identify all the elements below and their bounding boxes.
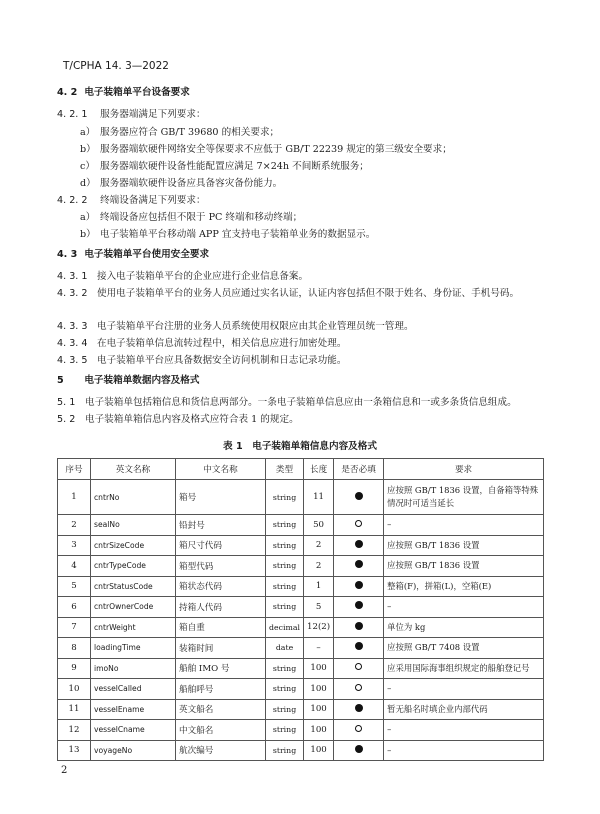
required-cell: [334, 515, 384, 536]
list-item: [80, 126, 279, 140]
clause-number: 4. 3. 2: [57, 288, 88, 299]
list-marker: b）: [80, 229, 96, 240]
type-cell: string: [266, 658, 304, 679]
english-name-cell: cntrWeight: [91, 617, 176, 638]
row-number: 2: [58, 515, 91, 536]
type-cell: string: [266, 740, 304, 761]
type-cell: string: [266, 515, 304, 536]
requirement-cell: –: [384, 679, 544, 700]
standard-header: T/CPHA 14. 3—2022: [63, 60, 169, 72]
table-row: [58, 699, 544, 720]
clause-5-2: [57, 413, 299, 427]
english-name-cell: cntrSizeCode: [91, 535, 176, 556]
length-cell: –: [304, 638, 334, 659]
length-cell: 100: [304, 740, 334, 761]
clause-5-1: [57, 396, 517, 410]
section-5-heading: [57, 374, 199, 388]
length-cell: 100: [304, 720, 334, 741]
chinese-name-cell: 箱尺寸代码: [176, 535, 266, 556]
clause-text: 电子装箱单平台应具备数据安全访问机制和日志记录功能。: [97, 355, 347, 366]
english-name-cell: vesselEname: [91, 699, 176, 720]
list-text: 终端设备应包括但不限于 PC 终端和移动终端；: [100, 212, 303, 223]
requirement-cell: 单位为 kg: [384, 617, 544, 638]
type-cell: string: [266, 556, 304, 577]
row-number: 10: [58, 679, 91, 700]
chinese-name-cell: 箱型代码: [176, 556, 266, 577]
clause-4-3-1: [57, 270, 308, 284]
type-cell: string: [266, 535, 304, 556]
required-cell: [334, 617, 384, 638]
requirement-cell: 暂无船名时填企业内部代码: [384, 699, 544, 720]
type-cell: string: [266, 679, 304, 700]
section-title: 电子装箱单平台设备要求: [84, 87, 190, 98]
english-name-cell: loadingTime: [91, 638, 176, 659]
clause-number: 4. 3. 4: [57, 338, 88, 349]
type-cell: string: [266, 576, 304, 597]
type-cell: string: [266, 720, 304, 741]
requirement-cell: 整箱(F)，拼箱(L)，空箱(E): [384, 576, 544, 597]
table-row: [58, 638, 544, 659]
required-dot-icon: [355, 601, 363, 609]
type-cell: date: [266, 638, 304, 659]
required-dot-icon: [355, 492, 363, 500]
list-text: 服务器端软硬件设备应具备容灾备份能力。: [100, 178, 283, 189]
required-dot-icon: [355, 704, 363, 712]
required-cell: [334, 720, 384, 741]
table-row: [58, 720, 544, 741]
list-item: [80, 143, 452, 157]
row-number: 8: [58, 638, 91, 659]
clause-number: 5. 1: [57, 397, 76, 408]
row-number: 7: [58, 617, 91, 638]
optional-circle-icon: [355, 684, 362, 691]
requirement-cell: 应按照 GB/T 1836 设置，自备箱等特殊情况时可适当延长: [384, 480, 544, 515]
required-cell: [334, 638, 384, 659]
clause-4-3-5: [57, 354, 346, 368]
row-number: 1: [58, 480, 91, 515]
type-cell: string: [266, 597, 304, 618]
required-cell: [334, 658, 384, 679]
clause-number: 4. 2. 1: [57, 109, 88, 120]
chinese-name-cell: 箱自重: [176, 617, 266, 638]
table-row: [58, 576, 544, 597]
required-cell: [334, 480, 384, 515]
list-text: 服务器端软硬件网络安全等保要求不应低于 GB/T 22239 规定的第三级安全要求；: [100, 144, 452, 155]
requirement-cell: –: [384, 740, 544, 761]
page-number: 2: [61, 765, 68, 776]
requirement-cell: –: [384, 515, 544, 536]
row-number: 12: [58, 720, 91, 741]
clause-4-3-4: [57, 337, 346, 351]
col-header: 序号: [58, 459, 91, 480]
clause-4-3-3: [57, 320, 414, 334]
list-marker: d）: [80, 178, 96, 189]
required-cell: [334, 740, 384, 761]
clause-4-3-2: [57, 287, 543, 301]
type-cell: string: [266, 699, 304, 720]
section-number: 4. 3: [57, 249, 78, 260]
chinese-name-cell: 持箱人代码: [176, 597, 266, 618]
clause-4-2-1: [57, 108, 206, 122]
chinese-name-cell: 箱状态代码: [176, 576, 266, 597]
requirement-cell: –: [384, 597, 544, 618]
row-number: 11: [58, 699, 91, 720]
list-text: 服务器端软硬件设备性能配置应满足 7×24h 不间断系统服务；: [100, 161, 369, 172]
clause-text: 使用电子装箱单平台的业务人员应通过实名认证，认证内容包括但不限于姓名、身份证、手机号码。: [97, 288, 520, 299]
requirement-cell: 应按照 GB/T 1836 设置: [384, 556, 544, 577]
table-row: [58, 740, 544, 761]
section-4-2-heading: [57, 86, 190, 100]
row-number: 6: [58, 597, 91, 618]
col-header: 类型: [266, 459, 304, 480]
row-number: 13: [58, 740, 91, 761]
chinese-name-cell: 中文船名: [176, 720, 266, 741]
clause-text: 服务器端满足下列要求：: [100, 109, 206, 120]
english-name-cell: vesselCalled: [91, 679, 176, 700]
clause-number: 4. 3. 5: [57, 355, 88, 366]
length-cell: 100: [304, 658, 334, 679]
required-cell: [334, 597, 384, 618]
optional-circle-icon: [355, 663, 362, 670]
clause-text: 电子装箱单箱信息内容及格式应符合表 1 的规定。: [85, 414, 299, 425]
section-title: 电子装箱单平台使用安全要求: [84, 249, 210, 260]
type-cell: string: [266, 480, 304, 515]
section-title: 电子装箱单数据内容及格式: [84, 375, 200, 386]
section-number: 4. 2: [57, 87, 78, 98]
length-cell: 2: [304, 556, 334, 577]
clause-text: 终端设备满足下列要求：: [100, 195, 206, 206]
length-cell: 50: [304, 515, 334, 536]
table-caption: 表 1 电子装箱单箱信息内容及格式: [223, 441, 377, 452]
row-number: 9: [58, 658, 91, 679]
required-dot-icon: [355, 560, 363, 568]
clause-text: 接入电子装箱单平台的企业应进行企业信息备案。: [97, 271, 309, 282]
row-number: 4: [58, 556, 91, 577]
table-row: [58, 658, 544, 679]
table-row: [58, 679, 544, 700]
requirement-cell: 应按照 GB/T 1836 设置: [384, 535, 544, 556]
clause-number: 4. 2. 2: [57, 195, 88, 206]
section-4-3-heading: [57, 248, 209, 262]
english-name-cell: imoNo: [91, 658, 176, 679]
length-cell: 100: [304, 679, 334, 700]
table-row: [58, 515, 544, 536]
length-cell: 5: [304, 597, 334, 618]
english-name-cell: voyageNo: [91, 740, 176, 761]
optional-circle-icon: [355, 725, 362, 732]
list-marker: c）: [80, 161, 95, 172]
col-header: 英文名称: [91, 459, 176, 480]
required-dot-icon: [355, 642, 363, 650]
clause-number: 4. 3. 3: [57, 321, 88, 332]
clause-text: 在电子装箱单信息流转过程中，相关信息应进行加密处理。: [97, 338, 347, 349]
requirement-cell: 应按照 GB/T 7408 设置: [384, 638, 544, 659]
col-header: 长度: [304, 459, 334, 480]
required-cell: [334, 535, 384, 556]
length-cell: 1: [304, 576, 334, 597]
list-marker: b）: [80, 144, 96, 155]
chinese-name-cell: 船舶呼号: [176, 679, 266, 700]
length-cell: 100: [304, 699, 334, 720]
english-name-cell: cntrNo: [91, 480, 176, 515]
clause-number: 5. 2: [57, 414, 76, 425]
english-name-cell: cntrStatusCode: [91, 576, 176, 597]
table-row: [58, 597, 544, 618]
list-item: [80, 211, 302, 225]
list-item: [80, 177, 282, 191]
english-name-cell: vesselCname: [91, 720, 176, 741]
required-cell: [334, 699, 384, 720]
requirement-cell: –: [384, 720, 544, 741]
required-dot-icon: [355, 540, 363, 548]
english-name-cell: sealNo: [91, 515, 176, 536]
container-info-table: [57, 458, 544, 761]
clause-number: 4. 3. 1: [57, 271, 88, 282]
optional-circle-icon: [355, 520, 362, 527]
required-cell: [334, 679, 384, 700]
list-item: [80, 228, 375, 242]
clause-4-2-2: [57, 194, 206, 208]
english-name-cell: cntrOwnerCode: [91, 597, 176, 618]
col-header: 是否必填: [334, 459, 384, 480]
col-header: 中文名称: [176, 459, 266, 480]
clause-text: 电子装箱单平台注册的业务人员系统使用权限应由其企业管理员统一管理。: [97, 321, 414, 332]
required-dot-icon: [355, 622, 363, 630]
required-dot-icon: [355, 581, 363, 589]
table-row: [58, 480, 544, 515]
col-header: 要求: [384, 459, 544, 480]
requirement-cell: 应采用国际海事组织规定的船舶登记号: [384, 658, 544, 679]
list-item: [80, 160, 369, 174]
required-dot-icon: [355, 745, 363, 753]
list-marker: a）: [80, 127, 96, 138]
clause-text: 电子装箱单包括箱信息和货信息两部分。一条电子装箱单信息应由一条箱信息和一或多条货信息组成。: [85, 397, 517, 408]
table-row: [58, 556, 544, 577]
table-row: [58, 617, 544, 638]
type-cell: decimal: [266, 617, 304, 638]
chinese-name-cell: 箱号: [176, 480, 266, 515]
chinese-name-cell: 装箱时间: [176, 638, 266, 659]
table-row: [58, 535, 544, 556]
length-cell: 11: [304, 480, 334, 515]
chinese-name-cell: 铅封号: [176, 515, 266, 536]
list-marker: a）: [80, 212, 96, 223]
english-name-cell: cntrTypeCode: [91, 556, 176, 577]
required-cell: [334, 556, 384, 577]
list-text: 电子装箱单平台移动端 APP 宜支持电子装箱单业务的数据显示。: [100, 229, 376, 240]
chinese-name-cell: 船舶 IMO 号: [176, 658, 266, 679]
chinese-name-cell: 英文船名: [176, 699, 266, 720]
required-cell: [334, 576, 384, 597]
row-number: 5: [58, 576, 91, 597]
length-cell: 12(2): [304, 617, 334, 638]
list-text: 服务器应符合 GB/T 39680 的相关要求；: [100, 127, 280, 138]
row-number: 3: [58, 535, 91, 556]
table-header-row: [58, 459, 544, 480]
length-cell: 2: [304, 535, 334, 556]
chinese-name-cell: 航次编号: [176, 740, 266, 761]
section-number: 5: [57, 375, 64, 386]
